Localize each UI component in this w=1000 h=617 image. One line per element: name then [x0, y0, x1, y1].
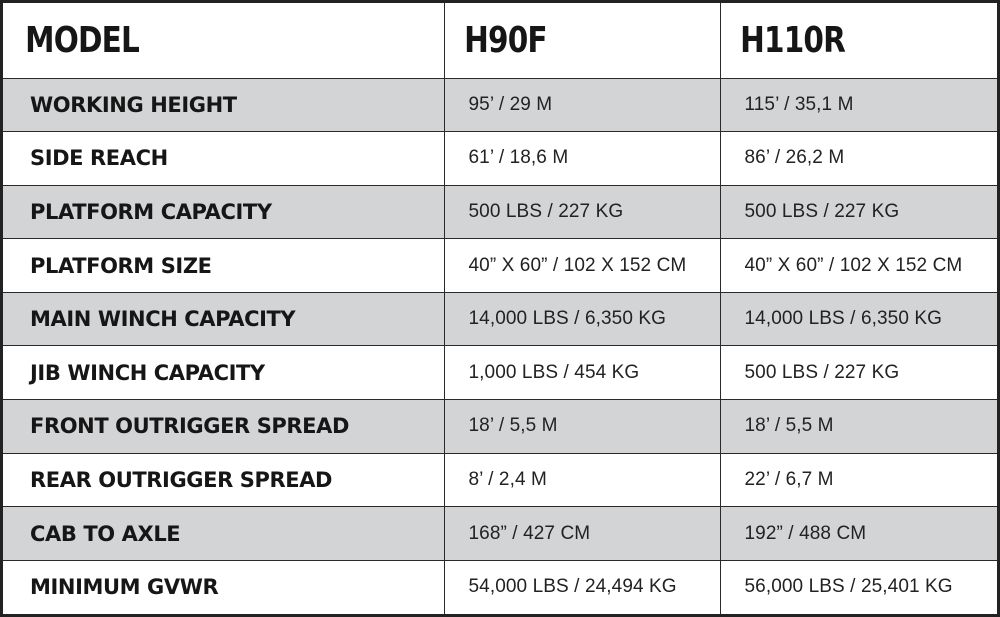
h90f-value: 14,000 LBS / 6,350 KG — [444, 292, 720, 346]
spec-label: SIDE REACH — [3, 132, 444, 186]
h90f-value: 500 LBS / 227 KG — [444, 185, 720, 239]
h90f-value: 1,000 LBS / 454 KG — [444, 346, 720, 400]
spec-label: FRONT OUTRIGGER SPREAD — [3, 400, 444, 454]
table-row — [3, 400, 997, 454]
table-row — [3, 132, 997, 186]
h90f-value: 54,000 LBS / 24,494 KG — [444, 560, 720, 614]
table-row — [3, 185, 997, 239]
spec-label: MAIN WINCH CAPACITY — [3, 292, 444, 346]
spec-label: JIB WINCH CAPACITY — [3, 346, 444, 400]
table-row — [3, 239, 997, 293]
h110r-value: 40” X 60” / 102 X 152 CM — [720, 239, 997, 293]
table-row — [3, 292, 997, 346]
model-header: MODEL — [3, 3, 365, 78]
spec-label: PLATFORM SIZE — [3, 239, 444, 293]
h90f-value: 18’ / 5,5 M — [444, 400, 720, 454]
h110r-value: 86’ / 26,2 M — [720, 132, 997, 186]
h110r-value: 500 LBS / 227 KG — [720, 346, 997, 400]
h110r-value: 14,000 LBS / 6,350 KG — [720, 292, 997, 346]
spec-label: WORKING HEIGHT — [3, 78, 444, 132]
table-row — [3, 453, 997, 507]
table-row — [3, 346, 997, 400]
spec-label: MINIMUM GVWR — [3, 560, 444, 614]
table-header-row — [3, 3, 997, 78]
h110r-value: 115’ / 35,1 M — [720, 78, 997, 132]
h110r-value: 500 LBS / 227 KG — [720, 185, 997, 239]
h110r-value: 22’ / 6,7 M — [720, 453, 997, 507]
table-row — [3, 560, 997, 614]
spec-label: REAR OUTRIGGER SPREAD — [3, 453, 444, 507]
model-h110r-header: H110R — [720, 3, 947, 78]
spec-label: CAB TO AXLE — [3, 507, 444, 561]
h90f-value: 40” X 60” / 102 X 152 CM — [444, 239, 720, 293]
h110r-value: 18’ / 5,5 M — [720, 400, 997, 454]
spec-table — [3, 3, 997, 614]
h90f-value: 168” / 427 CM — [444, 507, 720, 561]
h90f-value: 8’ / 2,4 M — [444, 453, 720, 507]
h90f-value: 95’ / 29 M — [444, 78, 720, 132]
h110r-value: 192” / 488 CM — [720, 507, 997, 561]
table-row — [3, 78, 997, 132]
h110r-value: 56,000 LBS / 25,401 KG — [720, 560, 997, 614]
h90f-value: 61’ / 18,6 M — [444, 132, 720, 186]
spec-label: PLATFORM CAPACITY — [3, 185, 444, 239]
table-row — [3, 507, 997, 561]
model-h90f-header: H90F — [444, 3, 670, 78]
